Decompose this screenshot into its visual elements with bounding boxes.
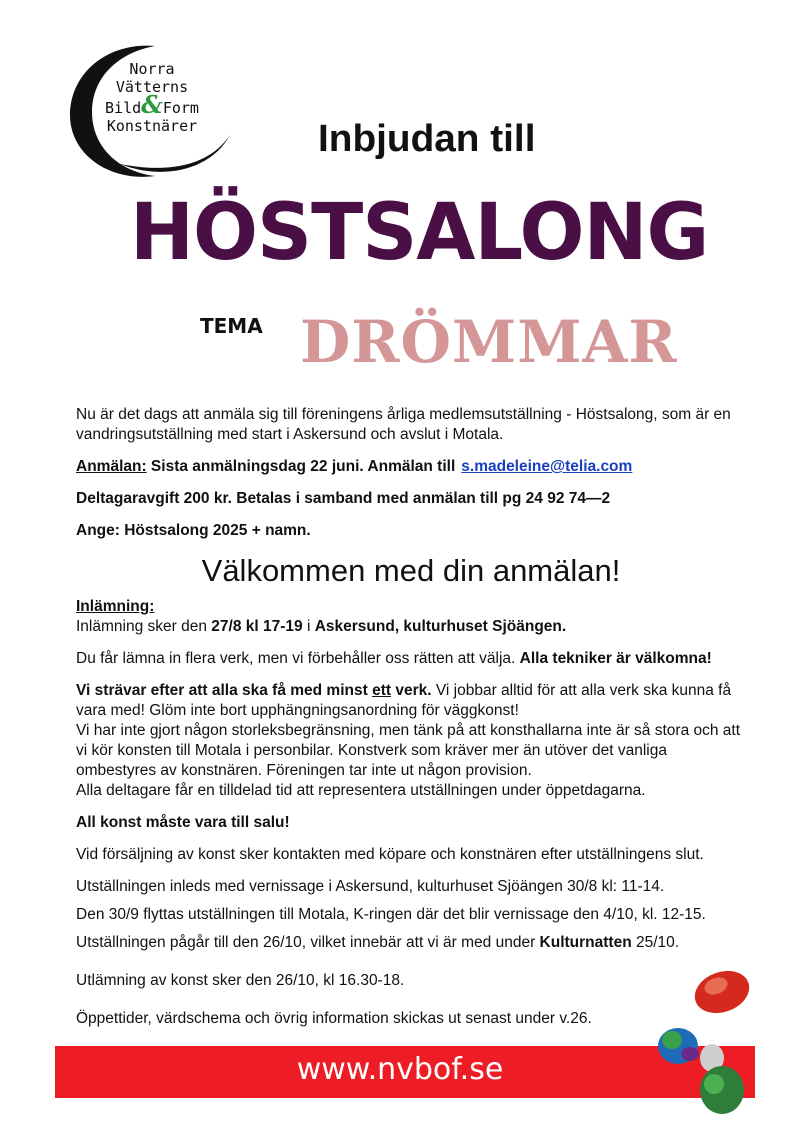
for-sale-paragraph: All konst måste vara till salu! (76, 814, 290, 831)
email-link[interactable]: s.madeleine@telia.com (461, 458, 633, 475)
size-paragraph: Vi har inte gjort någon storleksbegränsning, men tänk på att konsthallarna inte är så stora och att vi kör konsten till Motala i personbilar. Konstverk som kräver mer än utöver det vanliga ombestyres av konstnären. Föreningen tar inte ut någon provision. (76, 722, 741, 779)
return-paragraph: Utlämning av konst sker den 26/10, kl 16.30-18. (76, 972, 405, 989)
welcome-heading: Välkommen med din anmälan! (201, 553, 621, 588)
logo-line-vatterns: Vätterns (115, 78, 189, 96)
registration-paragraph (76, 457, 746, 477)
footer-url[interactable]: www.nvbof.se (296, 1052, 504, 1087)
time-paragraph: Alla deltagare får en tilldelad tid att representera utställningen under öppetdagarna. (76, 782, 646, 799)
paint-blobs-icon (650, 968, 760, 1118)
opening-paragraph: Utställningen inleds med vernissage i Askersund, kulturhuset Sjöängen 30/8 kl: 11-14. (76, 878, 665, 895)
fee-paragraph: Deltagaravgift 200 kr. Betalas i samband med anmälan till pg 24 92 74—2 (76, 490, 611, 507)
logo-ampersand: & (141, 90, 163, 119)
specify-paragraph: Ange: Höstsalong 2025 + namn. (76, 522, 311, 539)
duration-paragraph (76, 933, 746, 953)
submission-pre: Inlämning sker den (76, 618, 212, 635)
works-text: Du får lämna in flera verk, men vi förbehåller oss rätten att välja. (76, 650, 520, 667)
submission-date: 27/8 kl 17-19 (211, 618, 303, 635)
logo-bild: Bild (105, 99, 142, 117)
logo-line-bild-form (92, 90, 212, 119)
logo-text (92, 60, 212, 135)
duration-pre: Utställningen pågår till den 26/10, vilket innebär att vi är med under (76, 934, 540, 951)
logo-form: Form (162, 99, 199, 117)
strive-paragraph (76, 681, 746, 721)
sales-paragraph: Vid försäljning av konst sker kontakten med köpare och konstnären efter utställningens slut. (76, 846, 704, 863)
submission-place: Askersund, kulturhuset Sjöängen. (314, 618, 567, 635)
works-bold: Alla tekniker är välkomna! (519, 650, 712, 667)
move-paragraph: Den 30/9 flyttas utställningen till Motala, K-ringen där det blir vernissage den 4/10, kl. 12-15. (76, 906, 706, 923)
theme-label: TEMA (200, 314, 263, 338)
strive-bold-pre: Vi strävar efter att alla ska få med minst (76, 682, 373, 699)
registration-label: Anmälan: (76, 458, 147, 475)
submission-paragraph (76, 617, 746, 637)
intro-paragraph: Nu är det dags att anmäla sig till föreningens årliga medlemsutställning - Höstsalong, som är en vandringsutställning med start i Askersund och avslut i Motala. (76, 406, 731, 443)
submission-mid: i (302, 618, 315, 635)
document-body (76, 405, 746, 1041)
theme-title: DRÖMMAR (300, 308, 678, 376)
duration-bold: Kulturnatten (539, 934, 632, 951)
invitation-heading: Inbjudan till (318, 118, 536, 160)
strive-rest: Vi jobbar alltid för att alla verk ska kunna få vara med! Glöm inte bort upphängningsanordning för väggkonst! (76, 682, 732, 719)
duration-post: 25/10. (631, 934, 680, 951)
registration-text: Sista anmälningsdag 22 juni. Anmälan till (146, 458, 456, 475)
logo-line-konstnarer: Konstnärer (106, 117, 198, 135)
submission-heading: Inlämning: (76, 598, 155, 615)
works-paragraph (76, 649, 746, 669)
logo-line-norra: Norra (129, 60, 175, 78)
event-title: HÖSTSALONG (130, 188, 709, 278)
strive-bold-post: verk. (391, 682, 432, 699)
info-paragraph: Öppettider, värdschema och övrig information skickas ut senast under v.26. (76, 1010, 592, 1027)
strive-bold-underline: ett (372, 682, 392, 699)
